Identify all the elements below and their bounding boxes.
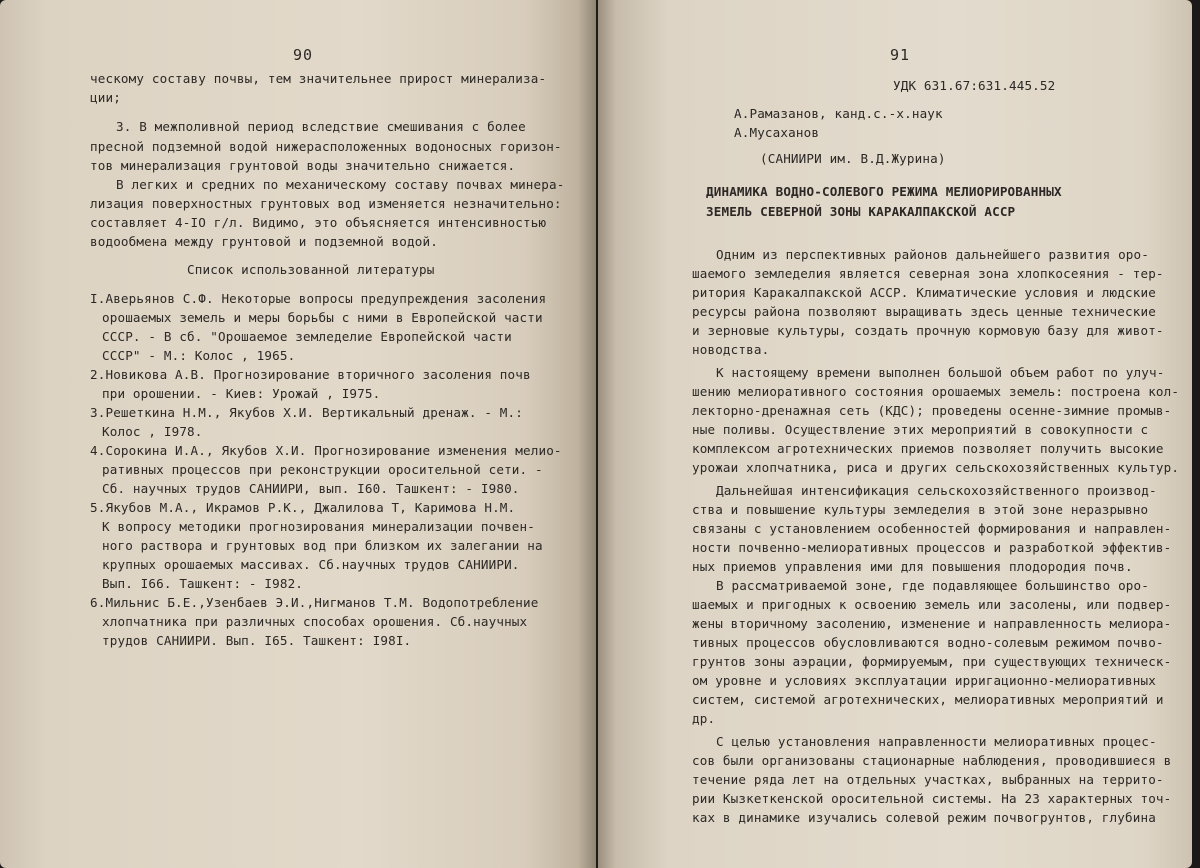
body-line: и зерновые культуры, создать прочную кормовую базу для живот- [692,323,1164,338]
body-line: новодства. [692,342,770,357]
reference-line: при орошении. - Киев: Урожай , I975. [102,386,381,401]
page-number: 91 [890,46,911,64]
body-line: С целью установления направленности мелиоративных процес- [716,734,1157,749]
reference-line: К вопросу методики прогнозирования минерализации почвен- [102,519,535,534]
author-line: А.Рамазанов, канд.с.-х.наук [734,106,943,121]
body-line: ом уровне и условиях эксплуатации ирригационно-мелиоративных [692,673,1156,688]
body-line: течение ряда лет на отдельных участках, выбранных на террито- [692,772,1164,787]
reference-line: СССР. - В сб. "Орошаемое земледелие Европейской части [102,329,512,344]
text-line: пресной подземной водой нижерасположенных водоносных горизон- [90,139,562,154]
body-line: систем, системой агротехнических, мелиоративных мероприятий и [692,692,1164,707]
text-line: водообмена между грунтовой и подземной водой. [90,234,438,249]
body-line: ные поливы. Осуществление этих мероприятий в совокупности с [692,422,1149,437]
reference-line: 5.Якубов М.А., Икрамов Р.К., Джалилова Т, Каримова Н.М. [90,500,516,515]
text-line: ции; [90,90,121,105]
reference-line: орошаемых земель и меры борьбы с ними в Европейской части [102,310,543,325]
body-line: шению мелиоративного состояния орошаемых земель: построена кол- [692,384,1180,399]
body-line: грунтов зоны аэрации, формируемым, при существующих техническ- [692,654,1172,669]
reference-line: I.Аверьянов С.Ф. Некоторые вопросы предупреждения засоления [90,291,547,306]
body-line: жены вторичному засолению, изменение и направленность мелиора- [692,616,1172,631]
reference-line: 3.Решеткина Н.М., Якубов Х.И. Вертикальный дренаж. - М.: [90,405,523,420]
body-line: ных приемов управления ими для повышения плодородия почв. [692,559,1133,574]
body-line: шаемых и пригодных к освоению земель или засолены, или подвер- [692,597,1172,612]
reference-line: 4.Сорокина И.А., Якубов Х.И. Прогнозирование изменения мелио- [90,443,562,458]
body-line: К настоящему времени выполнен большой объем работ по улуч- [716,365,1165,380]
body-line: тивных процессов обусловливаются водно-солевым режимом почво- [692,635,1164,650]
text-line: 3. В межполивной период вследствие смешивания с более [116,119,526,134]
reference-line: ративных процессов при реконструкции оросительной сети. - [102,462,543,477]
left-page [0,0,596,868]
body-line: ности почвенно-мелиоративных процессов и разработкой эффектив- [692,540,1172,555]
body-line: рии Кызкеткенской оросительной системы. На 23 характерных точ- [692,791,1172,806]
reference-line: 2.Новикова А.В. Прогнозирование вторичного засоления почв [90,367,531,382]
body-line: комплексом агротехнических приемов позволяет получить высокие [692,441,1164,456]
author-line: А.Мусаханов [734,125,820,140]
reference-line: ного раствора и грунтовых вод при близком их залегании на [102,538,543,553]
body-line: лекторно-дренажная сеть (КДС); проведены осенне-зимние промыв- [692,403,1172,418]
article-title: ЗЕМЕЛЬ СЕВЕРНОЙ ЗОНЫ КАРАКАЛПАКСКОЙ АССР [706,204,1016,219]
body-line: связаны с установлением особенностей формирования и направлен- [692,521,1172,536]
reference-line: Сб. научных трудов САНИИРИ, вып. I60. Ташкент: - I980. [102,481,520,496]
text-line: составляет 4-IO г/л. Видимо, это объясняется интенсивностью [90,215,547,230]
reference-line: 6.Мильнис Б.Е.,Узенбаев Э.И.,Нигманов Т.М. Водопотребление [90,595,539,610]
body-line: шаемого земледелия является северная зона хлопкосеяния - тер- [692,266,1164,281]
article-title: ДИНАМИКА ВОДНО-СОЛЕВОГО РЕЖИМА МЕЛИОРИРОВАННЫХ [706,184,1062,199]
body-line: сов были организованы стационарные наблюдения, проводившиеся в [692,753,1172,768]
reference-line: Колос , I978. [102,424,203,439]
body-line: Дальнейшая интенсификация сельскохозяйственного производ- [716,483,1157,498]
page-number: 90 [293,46,314,64]
udc-code: УДК 631.67:631.445.52 [893,78,1056,93]
reference-line: СССР" - М.: Колос , 1965. [102,348,296,363]
text-line: ческому составу почвы, тем значительнее прирост минерализа- [90,71,547,86]
text-line: тов минерализация грунтовой воды значительно снижается. [90,158,516,173]
body-line: Одним из перспективных районов дальнейшего развития оро- [716,247,1149,262]
text-line: лизация поверхностных грунтовых вод изменяется незначительно: [90,196,562,211]
body-line: др. [692,711,716,726]
references-title: Список использованной литературы [187,262,435,277]
body-line: ства и повышение культуры земледелия в этой зоне неразрывно [692,502,1149,517]
reference-line: крупных орошаемых массивах. Сб.научных трудов САНИИРИ. [102,557,520,572]
body-line: урожаи хлопчатника, риса и других сельскохозяйственных культур. [692,460,1180,475]
reference-line: трудов САНИИРИ. Вып. I65. Ташкент: I98I. [102,633,412,648]
text-line: В легких и средних по механическому составу почвах минера- [116,177,565,192]
reference-line: хлопчатника при различных способах орошения. Сб.научных [102,614,528,629]
institute-line: (САНИИРИ им. В.Д.Журина) [760,151,946,166]
right-page [598,0,1192,868]
reference-line: Вып. I66. Ташкент: - I982. [102,576,304,591]
body-line: ресурсы района позволяют выращивать здесь ценные технические [692,304,1156,319]
body-line: ках в динамике изучались солевой режим почвогрунтов, глубина [692,810,1156,825]
body-line: ритория Каракалпакской АССР. Климатические условия и людские [692,285,1156,300]
body-line: В рассматриваемой зоне, где подавляющее большинство оро- [716,578,1149,593]
